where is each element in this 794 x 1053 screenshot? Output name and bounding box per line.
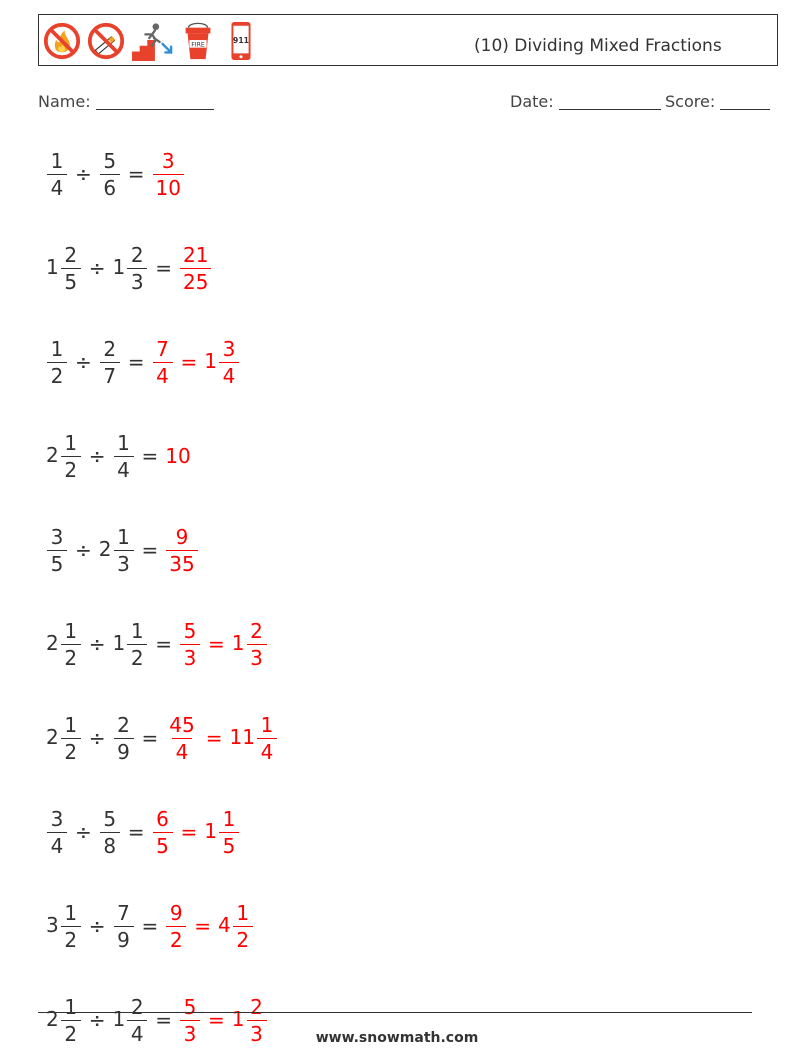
mixed-number <box>46 712 82 764</box>
fraction <box>153 148 184 200</box>
denominator: 4 <box>153 362 173 386</box>
date-field <box>510 92 661 111</box>
denominator: 3 <box>127 268 147 292</box>
numerator: 1 <box>64 712 78 737</box>
fraction <box>180 242 211 294</box>
denominator: 2 <box>61 456 81 480</box>
fraction <box>153 336 173 388</box>
numerator: 7 <box>156 336 169 361</box>
equals-sign-answer: = <box>208 632 225 656</box>
mixed-number <box>204 806 240 858</box>
denominator: 2 <box>61 644 81 668</box>
divide-sign: ÷ <box>88 444 106 468</box>
mixed-number <box>152 148 185 200</box>
whole-part: 1 <box>112 254 126 279</box>
numerator: 5 <box>103 148 117 173</box>
denominator: 4 <box>257 738 277 762</box>
numerator: 5 <box>183 994 197 1019</box>
fire-bucket-icon <box>183 21 213 61</box>
equals-sign: = <box>127 820 145 844</box>
mixed-number <box>218 900 254 952</box>
problem-row <box>46 614 268 674</box>
problem-row <box>46 144 185 204</box>
footer-divider <box>38 1012 752 1013</box>
name-label: Name: <box>38 92 91 111</box>
numerator: 3 <box>161 148 175 173</box>
mixed-number <box>46 524 68 576</box>
numerator: 1 <box>117 430 130 455</box>
mixed-number <box>46 806 68 858</box>
fraction <box>61 900 81 952</box>
divide-sign: ÷ <box>88 914 106 938</box>
fraction <box>114 524 134 576</box>
fraction <box>100 336 120 388</box>
worksheet-title: (10) Dividing Mixed Fractions <box>474 36 722 56</box>
denominator: 4 <box>114 456 134 480</box>
denominator: 2 <box>61 738 81 762</box>
equals-sign: = <box>141 914 159 938</box>
fraction <box>47 148 67 200</box>
fraction <box>166 900 186 952</box>
bucket-label: FIRE <box>191 41 205 49</box>
mixed-number <box>46 148 68 200</box>
equals-sign: = <box>127 162 145 186</box>
score-field <box>665 92 770 111</box>
problem-row <box>46 426 192 486</box>
equals-sign: = <box>141 726 159 750</box>
denominator: 8 <box>100 832 120 856</box>
denominator: 9 <box>114 738 134 762</box>
mixed-number <box>179 618 201 670</box>
whole-part: 1 <box>46 254 59 279</box>
denominator: 4 <box>127 1020 147 1044</box>
mixed-number <box>165 900 187 952</box>
denominator: 5 <box>61 268 81 292</box>
phone-label: 911 <box>233 35 249 45</box>
problem-row <box>46 896 254 956</box>
numerator: 45 <box>169 712 195 737</box>
fraction <box>166 524 197 576</box>
fraction <box>61 430 81 482</box>
denominator: 2 <box>47 362 67 386</box>
fraction <box>61 712 81 764</box>
mixed-number <box>46 430 82 482</box>
numerator: 5 <box>103 806 117 831</box>
denominator: 9 <box>114 926 134 950</box>
numerator: 2 <box>103 336 117 361</box>
denominator: 3 <box>247 644 267 668</box>
numerator: 6 <box>156 806 169 831</box>
mixed-number <box>99 806 121 858</box>
numerator: 3 <box>50 524 64 549</box>
fraction <box>47 806 67 858</box>
fraction <box>61 242 81 294</box>
mixed-number <box>165 444 191 468</box>
denominator: 35 <box>166 550 197 574</box>
mixed-number <box>152 336 174 388</box>
numerator: 1 <box>64 430 78 455</box>
mixed-number <box>113 712 135 764</box>
equals-sign-answer: = <box>180 820 198 844</box>
whole-part: 1 <box>231 1006 245 1031</box>
denominator: 2 <box>61 926 81 950</box>
equals-sign: = <box>127 350 145 374</box>
equals-sign: = <box>141 538 159 562</box>
numerator: 21 <box>183 242 209 267</box>
denominator: 2 <box>166 926 186 950</box>
problem-row <box>46 708 278 768</box>
numerator: 7 <box>117 900 130 925</box>
mixed-number <box>46 242 82 294</box>
denominator: 2 <box>127 644 147 668</box>
mixed-number <box>113 430 135 482</box>
whole-part: 2 <box>46 442 59 467</box>
phone-911-icon <box>229 21 253 61</box>
denominator: 10 <box>153 174 184 198</box>
no-fire-icon <box>41 21 83 61</box>
mixed-number <box>112 242 149 294</box>
mixed-number <box>152 806 174 858</box>
numerator: 9 <box>175 524 189 549</box>
denominator: 3 <box>114 550 134 574</box>
whole-part: 1 <box>112 630 126 655</box>
numerator: 1 <box>64 900 78 925</box>
mixed-number <box>204 336 240 388</box>
numerator: 1 <box>260 712 274 737</box>
divide-sign: ÷ <box>88 256 106 280</box>
date-blank[interactable] <box>559 93 661 110</box>
whole-part: 1 <box>204 348 218 373</box>
numerator: 2 <box>250 618 263 643</box>
denominator: 7 <box>100 362 120 386</box>
denominator: 2 <box>233 926 253 950</box>
numerator: 9 <box>169 900 183 925</box>
mixed-number <box>112 618 149 670</box>
fraction <box>114 712 134 764</box>
denominator: 4 <box>219 362 239 386</box>
equals-sign-answer: = <box>180 350 198 374</box>
fraction <box>219 806 239 858</box>
equals-sign: = <box>155 632 172 656</box>
name-field <box>38 92 214 111</box>
score-label: Score: <box>665 92 716 111</box>
worksheet-header <box>38 14 778 66</box>
divide-sign: ÷ <box>75 350 92 374</box>
score-blank[interactable] <box>720 93 770 110</box>
numerator: 5 <box>183 618 197 643</box>
fraction <box>219 336 239 388</box>
whole-part: 11 <box>229 724 255 749</box>
fraction <box>100 148 120 200</box>
mixed-number <box>46 900 82 952</box>
mixed-number <box>165 712 198 764</box>
fraction <box>100 806 120 858</box>
problem-row <box>46 802 240 862</box>
mixed-number <box>46 336 68 388</box>
name-blank[interactable] <box>96 93 214 110</box>
no-smoking-icon <box>85 21 127 61</box>
numerator: 2 <box>250 994 263 1019</box>
mixed-number <box>165 524 198 576</box>
problem-row <box>46 238 212 298</box>
fraction <box>233 900 253 952</box>
numerator: 1 <box>130 618 144 643</box>
denominator: 5 <box>47 550 67 574</box>
mixed-number <box>99 336 121 388</box>
numerator: 3 <box>222 336 236 361</box>
fraction <box>257 712 277 764</box>
divide-sign: ÷ <box>88 632 106 656</box>
numerator: 1 <box>236 900 250 925</box>
equals-sign: = <box>141 444 159 468</box>
numerator: 1 <box>64 618 78 643</box>
denominator: 2 <box>61 1020 81 1044</box>
numerator: 2 <box>130 242 144 267</box>
divide-sign: ÷ <box>75 820 92 844</box>
whole-part: 10 <box>165 444 191 468</box>
numerator: 2 <box>64 242 78 267</box>
equals-sign-answer: = <box>194 914 212 938</box>
whole-part: 2 <box>46 1006 59 1031</box>
equals-sign-answer: = <box>208 1008 225 1032</box>
whole-part: 1 <box>231 630 245 655</box>
problem-row <box>46 332 240 392</box>
equals-sign: = <box>155 1008 172 1032</box>
fraction <box>47 336 67 388</box>
numerator: 3 <box>50 806 64 831</box>
equals-sign-answer: = <box>205 726 223 750</box>
denominator: 4 <box>47 174 67 198</box>
whole-part: 2 <box>46 724 59 749</box>
date-label: Date: <box>510 92 554 111</box>
denominator: 4 <box>47 832 67 856</box>
equals-sign: = <box>155 256 172 280</box>
denominator: 3 <box>247 1020 267 1044</box>
denominator: 25 <box>180 268 211 292</box>
whole-part: 2 <box>46 630 59 655</box>
footer-url: www.snowmath.com <box>315 1030 479 1046</box>
whole-part: 1 <box>204 818 218 843</box>
denominator: 5 <box>153 832 173 856</box>
mixed-number <box>179 242 212 294</box>
fraction <box>61 618 81 670</box>
fraction <box>127 242 147 294</box>
denominator: 4 <box>172 738 192 762</box>
mixed-number <box>98 524 135 576</box>
fraction <box>114 900 134 952</box>
numerator: 1 <box>50 336 64 361</box>
denominator: 6 <box>100 174 120 198</box>
whole-part: 3 <box>46 912 59 937</box>
numerator: 1 <box>222 806 236 831</box>
numerator: 2 <box>117 712 130 737</box>
stairs-exit-icon <box>130 21 176 61</box>
fraction <box>127 618 147 670</box>
whole-part: 1 <box>112 1006 126 1031</box>
whole-part: 4 <box>218 912 231 937</box>
numerator: 1 <box>117 524 130 549</box>
denominator: 3 <box>180 644 200 668</box>
divide-sign: ÷ <box>75 162 92 186</box>
fraction <box>166 712 197 764</box>
divide-sign: ÷ <box>88 726 106 750</box>
mixed-number <box>99 148 121 200</box>
numerator: 2 <box>130 994 144 1019</box>
fraction <box>247 618 267 670</box>
fraction <box>180 618 200 670</box>
numerator: 1 <box>50 148 64 173</box>
denominator: 3 <box>180 1020 200 1044</box>
fraction <box>114 430 134 482</box>
problem-row <box>46 520 199 580</box>
whole-part: 2 <box>98 536 112 561</box>
divide-sign: ÷ <box>75 538 92 562</box>
numerator: 1 <box>64 994 78 1019</box>
mixed-number <box>229 712 277 764</box>
mixed-number <box>113 900 135 952</box>
mixed-number <box>46 618 82 670</box>
divide-sign: ÷ <box>88 1008 106 1032</box>
mixed-number <box>231 618 268 670</box>
fraction <box>47 524 67 576</box>
fraction <box>153 806 173 858</box>
denominator: 5 <box>219 832 239 856</box>
